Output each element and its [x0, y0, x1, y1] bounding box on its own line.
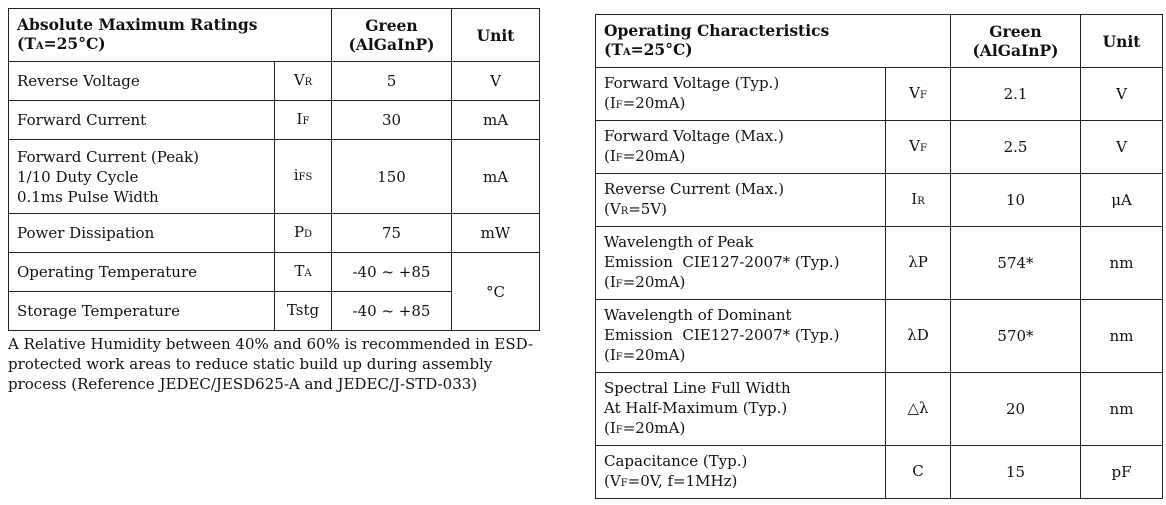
op-title-cell — [596, 15, 951, 68]
unit-cell-temperature: °C — [452, 253, 540, 331]
op-green-header: Green (AlGaInP) — [951, 15, 1081, 68]
table-row — [9, 101, 540, 140]
symbol-cell: IR — [886, 174, 951, 227]
value-cell: 15 — [951, 446, 1081, 499]
table-row — [9, 62, 540, 101]
op-title: Operating Characteristics — [604, 20, 830, 40]
abs-green-header: Green (AlGaInP) — [332, 9, 452, 62]
symbol-cell: Tstg — [275, 292, 332, 331]
symbol-cell: PD — [275, 214, 332, 253]
value-cell: 75 — [332, 214, 452, 253]
value-cell: 574* — [951, 227, 1081, 300]
value-cell: 30 — [332, 101, 452, 140]
abs-condition: (TA=25°C) — [17, 33, 106, 53]
param-cell: Forward Voltage (Max.) (IF=20mA) — [596, 121, 886, 174]
param-cell: Storage Temperature — [9, 292, 275, 331]
table-row — [9, 214, 540, 253]
param-cell: Reverse Current (Max.) (VR=5V) — [596, 174, 886, 227]
humidity-note: A Relative Humidity between 40% and 60% is recommended in ESD-protected work areas to reduce static build up during assembly process (Reference JEDEC/JESD625-A and JEDEC/J-STD-033) — [8, 335, 534, 393]
symbol-cell: TA — [275, 253, 332, 292]
op-condition: (TA=25°C) — [604, 39, 693, 59]
symbol-cell: VF — [886, 121, 951, 174]
unit-cell: V — [1081, 68, 1163, 121]
param-cell: Forward Voltage (Typ.) (IF=20mA) — [596, 68, 886, 121]
value-cell: 20 — [951, 373, 1081, 446]
symbol-cell: VR — [275, 62, 332, 101]
op-unit-header: Unit — [1081, 15, 1163, 68]
table-row — [596, 227, 1163, 300]
symbol-cell: △λ — [886, 373, 951, 446]
unit-cell: nm — [1081, 373, 1163, 446]
param-cell: Capacitance (Typ.) (VF=0V, f=1MHz) — [596, 446, 886, 499]
unit-cell: V — [1081, 121, 1163, 174]
table-row — [596, 174, 1163, 227]
operating-characteristics-table — [595, 14, 1163, 499]
unit-cell: mW — [452, 214, 540, 253]
abs-unit-header: Unit — [452, 9, 540, 62]
unit-cell: mA — [452, 140, 540, 214]
absolute-max-ratings-table — [8, 8, 540, 331]
param-cell: Wavelength of Dominant Emission CIE127-2007* (Typ.) (IF=20mA) — [596, 300, 886, 373]
value-cell: 5 — [332, 62, 452, 101]
table-row — [9, 253, 540, 292]
symbol-cell: IF — [275, 101, 332, 140]
symbol-cell: λP — [886, 227, 951, 300]
unit-cell: μA — [1081, 174, 1163, 227]
abs-title-cell — [9, 9, 332, 62]
value-cell: -40 ~ +85 — [332, 292, 452, 331]
value-cell: 150 — [332, 140, 452, 214]
op-header-row — [596, 15, 1163, 68]
unit-cell: pF — [1081, 446, 1163, 499]
symbol-cell: iFS — [275, 140, 332, 214]
table-row — [596, 300, 1163, 373]
unit-cell: nm — [1081, 227, 1163, 300]
unit-cell: V — [452, 62, 540, 101]
symbol-cell: C — [886, 446, 951, 499]
param-cell: Wavelength of Peak Emission CIE127-2007* (Typ.) (IF=20mA) — [596, 227, 886, 300]
value-cell: -40 ~ +85 — [332, 253, 452, 292]
symbol-cell: λD — [886, 300, 951, 373]
unit-cell: mA — [452, 101, 540, 140]
abs-title: Absolute Maximum Ratings — [17, 14, 258, 34]
param-cell: Operating Temperature — [9, 253, 275, 292]
value-cell: 10 — [951, 174, 1081, 227]
unit-cell: nm — [1081, 300, 1163, 373]
value-cell: 2.5 — [951, 121, 1081, 174]
table-row — [9, 140, 540, 214]
param-cell: Spectral Line Full Width At Half-Maximum (Typ.) (IF=20mA) — [596, 373, 886, 446]
param-cell: Reverse Voltage — [9, 62, 275, 101]
param-cell: Power Dissipation — [9, 214, 275, 253]
value-cell: 570* — [951, 300, 1081, 373]
table-row — [596, 68, 1163, 121]
symbol-cell: VF — [886, 68, 951, 121]
table-row — [596, 121, 1163, 174]
table-row — [596, 373, 1163, 446]
abs-header-row — [9, 9, 540, 62]
param-cell: Forward Current — [9, 101, 275, 140]
table-row — [596, 446, 1163, 499]
value-cell: 2.1 — [951, 68, 1081, 121]
param-cell: Forward Current (Peak) 1/10 Duty Cycle 0.1ms Pulse Width — [9, 140, 275, 214]
